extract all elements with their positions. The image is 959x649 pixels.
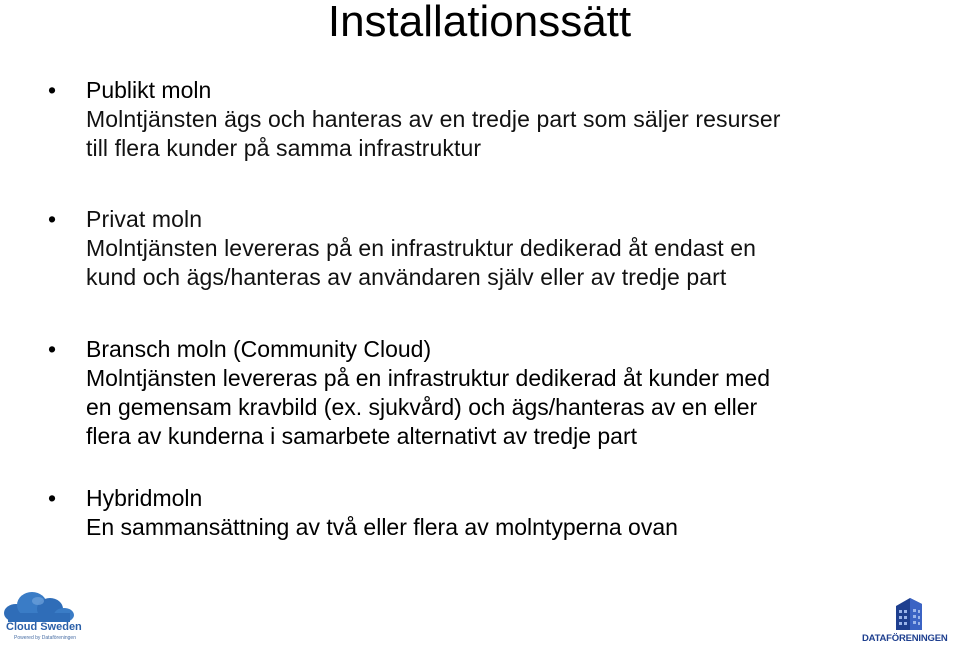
bullet-text: Molntjänsten levereras på en infrastruktur dedikerad åt kunder med: [86, 365, 770, 391]
slide-title: Installationssätt: [327, 0, 632, 46]
building-icon: [894, 596, 924, 632]
bullet-heading: • Privat moln: [86, 206, 203, 232]
bullet-heading: • Publikt moln: [86, 77, 212, 103]
bullet-community-cloud: [86, 335, 946, 451]
bullet-text: en gemensam kravbild (ex. sjukvård) och ägs/hanteras av en eller: [86, 394, 758, 420]
bullet-text: kund och ägs/hanteras av användaren själv eller av tredje part: [86, 264, 727, 290]
logo-text: Cloud Sweden: [6, 621, 82, 633]
bullet-heading: • Hybridmoln: [86, 485, 203, 511]
bullet-text: Molntjänsten levereras på en infrastruktur dedikerad åt endast en: [86, 235, 757, 261]
bullet-text: till flera kunder på samma infrastruktur: [86, 135, 482, 161]
bullet-public-cloud: [86, 76, 946, 163]
bullet-text: Molntjänsten ägs och hanteras av en tredje part som säljer resurser: [86, 106, 781, 132]
cloud-icon: [2, 591, 78, 623]
bullet-hybrid-cloud: [86, 484, 946, 542]
bullet-private-cloud: [86, 205, 946, 292]
bullet-text: flera av kunderna i samarbete alternativt av tredje part: [86, 423, 638, 449]
logo-tagline: Powered by Dataföreningen: [14, 635, 76, 641]
dataforeningen-logo: [858, 596, 956, 646]
bullet-heading: • Bransch moln (Community Cloud): [86, 336, 432, 362]
cloud-sweden-logo: [2, 591, 82, 645]
logo-text: DATAFÖRENINGEN: [862, 633, 948, 644]
bullet-text: En sammansättning av två eller flera av molntyperna ovan: [86, 514, 678, 540]
